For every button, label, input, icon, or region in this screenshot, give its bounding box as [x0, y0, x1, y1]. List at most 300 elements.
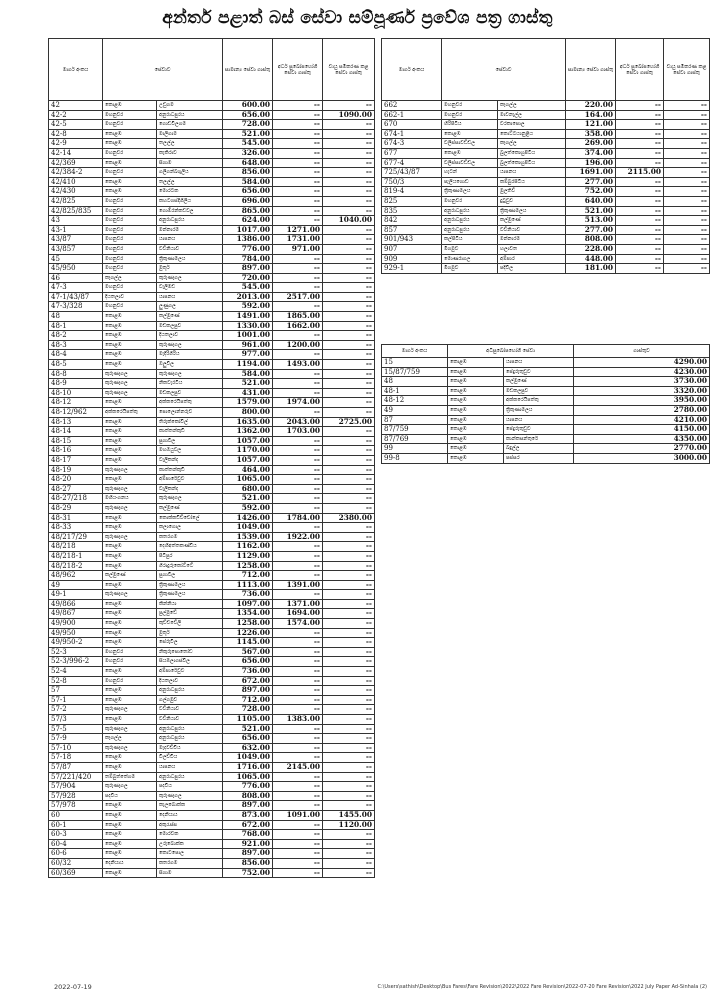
- destination-cell: කල්මුණේ: [157, 312, 223, 322]
- normal-fare-cell: 181.00: [566, 264, 616, 274]
- normal-fare-cell: 1162.00: [223, 542, 273, 552]
- origin-cell: මීගමුව: [442, 244, 498, 254]
- table-row: [382, 358, 710, 368]
- destination-cell: ගිරාදුරුකෝට්ටේ: [157, 561, 223, 571]
- semi-luxury-fare-header: අර්ධ සුඛෝපභෝගී සේවා ගාස්තු: [273, 39, 323, 101]
- normal-fare-cell: 728.00: [223, 120, 273, 130]
- semi-luxury-fare-cell: --: [273, 129, 323, 139]
- ac-fare-cell: --: [664, 225, 710, 235]
- normal-fare-cell: 584.00: [223, 177, 273, 187]
- destination-cell: විලච්චිය: [157, 753, 223, 763]
- table-row: [49, 148, 375, 158]
- table-row: [49, 340, 375, 350]
- origin-cell: දියතලාව: [103, 292, 157, 302]
- table-row: [49, 369, 375, 379]
- table-row: [49, 628, 375, 638]
- ac-fare-cell: --: [664, 206, 710, 216]
- ac-fare-cell: 2725.00: [323, 417, 375, 427]
- destination-cell: බුලත්කොහුපිටිය: [498, 158, 566, 168]
- destination-cell: අනුරාධපුරය: [157, 734, 223, 744]
- route-number-cell: 48-10: [49, 388, 103, 398]
- ac-fare-cell: --: [323, 503, 375, 513]
- route-number-cell: 901/943: [382, 235, 442, 245]
- route-number-cell: 49: [382, 405, 448, 415]
- normal-fare-cell: 1065.00: [223, 475, 273, 485]
- table-row: [49, 858, 375, 868]
- destination-cell: කැකිරාව: [157, 148, 223, 158]
- origin-cell: කුරුණෑගල: [103, 705, 157, 715]
- table-row: [49, 254, 375, 264]
- table-row: [49, 532, 375, 542]
- route-number-cell: 99: [382, 444, 448, 454]
- origin-cell: මහනුවර: [103, 196, 157, 206]
- table-row: [49, 350, 375, 360]
- table-header-row: [382, 39, 710, 101]
- origin-cell: මීගමුව: [442, 264, 498, 274]
- destination-cell: මඩකලපුව: [157, 321, 223, 331]
- origin-cell: කොළඹ: [103, 350, 157, 360]
- semi-luxury-fare-cell: --: [273, 139, 323, 149]
- route-number-cell: 48-8: [49, 369, 103, 379]
- fare-cell: 4230.00: [574, 367, 710, 377]
- normal-fare-cell: 784.00: [223, 254, 273, 264]
- destination-cell: දියතලාව: [157, 676, 223, 686]
- table-row: [382, 139, 710, 149]
- origin-cell: කොළඹ: [103, 331, 157, 341]
- semi-luxury-fare-cell: --: [273, 158, 323, 168]
- table-row: [49, 647, 375, 657]
- route-number-cell: 52-8: [49, 676, 103, 686]
- table-row: [49, 868, 375, 878]
- ac-fare-cell: --: [323, 331, 375, 341]
- table-row: [49, 446, 375, 456]
- semi-luxury-fare-cell: --: [273, 177, 323, 187]
- route-number-cell: 48-12: [49, 398, 103, 408]
- destination-cell: ගොඩවිලගම: [157, 120, 223, 130]
- ac-fare-cell: --: [664, 235, 710, 245]
- normal-fare-cell: 1170.00: [223, 446, 273, 456]
- ac-fare-cell: --: [664, 158, 710, 168]
- table-row: [49, 590, 375, 600]
- route-number-cell: 48-1: [382, 386, 448, 396]
- normal-fare-cell: 1129.00: [223, 551, 273, 561]
- route-number-cell: 60/32: [49, 858, 103, 868]
- route-number-cell: 48-13: [49, 417, 103, 427]
- semi-luxury-fare-cell: --: [273, 369, 323, 379]
- destination-cell: මන්නාරම: [157, 225, 223, 235]
- semi-luxury-fare-cell: --: [273, 695, 323, 705]
- normal-fare-cell: 648.00: [223, 158, 273, 168]
- origin-cell: කෑගල්ල: [103, 734, 157, 744]
- destination-cell: කොටපොල: [157, 849, 223, 859]
- table-row: [382, 158, 710, 168]
- semi-luxury-fare-cell: --: [616, 216, 664, 226]
- route-number-cell: 57-18: [49, 753, 103, 763]
- normal-fare-cell: 1065.00: [223, 772, 273, 782]
- table-row: [49, 619, 375, 629]
- semi-luxury-fare-cell: --: [273, 110, 323, 120]
- fare-cell: 2780.00: [574, 405, 710, 415]
- origin-cell: කොළඹ: [448, 453, 504, 463]
- normal-fare-cell: 228.00: [566, 244, 616, 254]
- fare-cell: 4290.00: [574, 358, 710, 368]
- normal-fare-cell: 656.00: [223, 110, 273, 120]
- origin-cell: කුරුණෑගල: [103, 465, 157, 475]
- semi-luxury-fare-cell: --: [273, 350, 323, 360]
- table-row: [382, 148, 710, 158]
- destination-cell: දුටුවුව: [498, 196, 566, 206]
- normal-fare-cell: 521.00: [223, 724, 273, 734]
- destination-cell: ගොම්රන්කඩවල: [157, 206, 223, 216]
- destination-cell: මන්නාරම: [498, 235, 566, 245]
- route-number-cell: 87/769: [382, 434, 448, 444]
- table-row: [49, 273, 375, 283]
- ac-fare-cell: --: [323, 340, 375, 350]
- semi-luxury-fare-cell: 1391.00: [273, 580, 323, 590]
- ac-fare-cell: --: [323, 561, 375, 571]
- ac-fare-cell: --: [664, 254, 710, 264]
- semi-luxury-fare-cell: --: [273, 475, 323, 485]
- ac-fare-cell: --: [323, 465, 375, 475]
- semi-luxury-fare-cell: --: [273, 196, 323, 206]
- semi-luxury-fare-cell: --: [273, 657, 323, 667]
- table-row: [49, 695, 375, 705]
- normal-fare-cell: 728.00: [223, 705, 273, 715]
- route-number-cell: 662: [382, 101, 442, 111]
- ac-fare-cell: --: [664, 110, 710, 120]
- table-row: [49, 782, 375, 792]
- route-number-cell: 57-2: [49, 705, 103, 715]
- route-number-cell: 670: [382, 120, 442, 130]
- route-number-cell: 48/962: [49, 571, 103, 581]
- origin-cell: කොළඹ: [103, 475, 157, 485]
- destination-cell: කුරුණෑගල: [157, 340, 223, 350]
- origin-cell: මහනුවර: [442, 110, 498, 120]
- ac-fare-cell: --: [323, 791, 375, 801]
- normal-fare-cell: 1258.00: [223, 619, 273, 629]
- destination-cell: කුරුණෑගල: [157, 791, 223, 801]
- normal-fare-cell: 1057.00: [223, 455, 273, 465]
- ac-fare-cell: --: [323, 484, 375, 494]
- destination-cell: අක්කරෙයිපත්තු: [157, 398, 223, 408]
- normal-fare-cell: 1539.00: [223, 532, 273, 542]
- semi-luxury-fare-cell: 1493.00: [273, 360, 323, 370]
- ac-fare-header: වායු සමීකරණ කළ සේවා ගාස්තු: [664, 39, 710, 101]
- route-number-cell: 47-3/328: [49, 302, 103, 312]
- semi-luxury-fare-cell: --: [616, 158, 664, 168]
- destination-cell: උඩුගම: [157, 101, 223, 111]
- route-number-cell: 825: [382, 196, 442, 206]
- normal-fare-cell: 326.00: [223, 148, 273, 158]
- route-number-cell: 48-12: [382, 396, 448, 406]
- ac-fare-cell: --: [323, 235, 375, 245]
- route-number-cell: 48-12/962: [49, 408, 103, 418]
- ac-fare-cell: --: [323, 455, 375, 465]
- route-number-cell: 48-20: [49, 475, 103, 485]
- ac-fare-cell: --: [323, 129, 375, 139]
- ac-fare-cell: 1040.00: [323, 216, 375, 226]
- table-row: [49, 503, 375, 513]
- super-luxury-fare-table: [381, 344, 710, 464]
- right-fare-table: [381, 38, 710, 274]
- origin-cell: මහනුවර: [103, 206, 157, 216]
- destination-cell: බදුල්ල: [504, 444, 574, 454]
- table-row: [49, 264, 375, 274]
- normal-fare-cell: 2013.00: [223, 292, 273, 302]
- table-row: [49, 599, 375, 609]
- origin-cell: කොළඹ: [103, 551, 157, 561]
- route-number-cell: 48-4: [49, 350, 103, 360]
- ac-fare-cell: --: [323, 206, 375, 216]
- semi-luxury-fare-cell: --: [616, 120, 664, 130]
- route-number-header: මාර්ග අංකය: [49, 39, 103, 101]
- normal-fare-cell: 856.00: [223, 168, 273, 178]
- normal-fare-cell: 374.00: [566, 148, 616, 158]
- normal-fare-cell: 1145.00: [223, 638, 273, 648]
- route-number-cell: 842: [382, 216, 442, 226]
- destination-cell: යාපනය: [504, 415, 574, 425]
- destination-cell: මුලතිව්: [498, 187, 566, 197]
- semi-luxury-fare-cell: --: [273, 283, 323, 293]
- semi-luxury-fare-cell: --: [273, 494, 323, 504]
- route-number-cell: 57/904: [49, 782, 103, 792]
- route-number-cell: 49/950-2: [49, 638, 103, 648]
- normal-fare-cell: 897.00: [223, 264, 273, 274]
- normal-fare-cell: 592.00: [223, 503, 273, 513]
- destination-cell: ත්‍රිකුණාමලය: [157, 254, 223, 264]
- normal-fare-cell: 592.00: [223, 302, 273, 312]
- ac-fare-cell: --: [323, 292, 375, 302]
- origin-cell: කොළඹ: [103, 667, 157, 677]
- ac-fare-cell: --: [323, 148, 375, 158]
- destination-cell: වැලිකන්ද: [157, 484, 223, 494]
- route-number-cell: 48-3: [49, 340, 103, 350]
- table-row: [382, 386, 710, 396]
- destination-cell: ඔලුවිල: [157, 360, 223, 370]
- destination-cell: පුල්මුඩේ: [157, 609, 223, 619]
- destination-cell: මහඔයුවල: [157, 446, 223, 456]
- footer-date: 2022-07-19: [54, 983, 92, 991]
- normal-fare-cell: 1386.00: [223, 235, 273, 245]
- ac-fare-cell: --: [323, 686, 375, 696]
- route-number-cell: 929-1: [382, 264, 442, 274]
- destination-cell: මාවනැල්ල: [498, 110, 566, 120]
- origin-cell: මහනුවර: [103, 254, 157, 264]
- origin-cell: කුරුණෑගල: [103, 388, 157, 398]
- table-row: [382, 177, 710, 187]
- origin-cell: කොළඹ: [103, 849, 157, 859]
- destination-cell: තලල්ල: [157, 177, 223, 187]
- destination-cell: අනුරාධපුරය: [157, 216, 223, 226]
- table-row: [382, 367, 710, 377]
- ac-fare-cell: --: [323, 312, 375, 322]
- origin-cell: මහනුවර: [103, 110, 157, 120]
- origin-cell: කොළඹ: [103, 321, 157, 331]
- destination-cell: පදිවිල: [498, 264, 566, 274]
- normal-fare-cell: 865.00: [223, 206, 273, 216]
- destination-cell: යාපනය: [504, 358, 574, 368]
- route-number-cell: 60-3: [49, 830, 103, 840]
- semi-luxury-fare-cell: 2115.00: [616, 168, 664, 178]
- origin-cell: කොළඹ: [442, 148, 498, 158]
- normal-fare-cell: 1001.00: [223, 331, 273, 341]
- semi-luxury-fare-cell: --: [616, 196, 664, 206]
- origin-cell: කොළඹ: [103, 436, 157, 446]
- ac-fare-cell: --: [323, 408, 375, 418]
- ac-fare-cell: --: [323, 849, 375, 859]
- route-number-cell: 48: [382, 377, 448, 387]
- destination-cell: පේදුරුතුඩුව: [504, 367, 574, 377]
- normal-fare-cell: 1113.00: [223, 580, 273, 590]
- normal-fare-cell: 808.00: [223, 791, 273, 801]
- semi-luxury-fare-cell: --: [273, 331, 323, 341]
- destination-cell: කින්නියා: [157, 599, 223, 609]
- origin-cell: කොළඹ: [448, 396, 504, 406]
- destination-cell: වව්නියාව: [157, 244, 223, 254]
- table-row: [382, 254, 710, 264]
- origin-cell: කොළඹ: [103, 455, 157, 465]
- ac-fare-cell: --: [323, 695, 375, 705]
- ac-fare-cell: --: [664, 264, 710, 274]
- origin-cell: මහනුවර: [103, 647, 157, 657]
- table-row: [49, 849, 375, 859]
- ac-fare-cell: --: [323, 782, 375, 792]
- page-title: අන්තර් පළාත් බස් සේවා සම්පූර්ණ ප්‍රවේශ පත්‍ර ගාස්තු: [162, 8, 553, 28]
- ac-fare-cell: --: [323, 532, 375, 542]
- route-number-cell: 42-9: [49, 139, 103, 149]
- origin-cell: කොළඹ: [103, 801, 157, 811]
- normal-fare-cell: 961.00: [223, 340, 273, 350]
- ac-fare-cell: --: [323, 868, 375, 878]
- fare-cell: 3320.00: [574, 386, 710, 396]
- table-row: [382, 206, 710, 216]
- ac-fare-cell: 1090.00: [323, 110, 375, 120]
- ac-fare-cell: --: [323, 196, 375, 206]
- ac-fare-cell: --: [323, 599, 375, 609]
- origin-cell: මහනුවර: [103, 120, 157, 130]
- ac-fare-cell: --: [664, 187, 710, 197]
- origin-cell: කොළඹ: [103, 686, 157, 696]
- table-row: [49, 657, 375, 667]
- table-row: [382, 168, 710, 178]
- semi-luxury-fare-cell: --: [616, 148, 664, 158]
- ac-fare-cell: --: [323, 619, 375, 629]
- semi-luxury-fare-cell: 1974.00: [273, 398, 323, 408]
- semi-luxury-fare-cell: 1383.00: [273, 715, 323, 725]
- ac-fare-cell: --: [323, 743, 375, 753]
- origin-cell: කොළඹ: [103, 523, 157, 533]
- table-row: [49, 187, 375, 197]
- normal-fare-cell: 1691.00: [566, 168, 616, 178]
- ac-fare-header: වායු සමීකරණ කළ සේවා ගාස්තු: [323, 39, 375, 101]
- normal-fare-cell: 277.00: [566, 225, 616, 235]
- normal-fare-cell: 1057.00: [223, 436, 273, 446]
- origin-cell: මහනුවර: [103, 676, 157, 686]
- semi-luxury-fare-cell: --: [273, 542, 323, 552]
- destination-cell: පිටිපුර: [157, 551, 223, 561]
- table-row: [49, 331, 375, 341]
- origin-cell: කොළඹ: [448, 386, 504, 396]
- route-number-cell: 45: [49, 254, 103, 264]
- origin-cell: කොළඹ: [103, 609, 157, 619]
- route-number-cell: 909: [382, 254, 442, 264]
- origin-cell: අනුරාධපුරය: [442, 206, 498, 216]
- normal-fare-cell: 977.00: [223, 350, 273, 360]
- route-number-cell: 57/3: [49, 715, 103, 725]
- table-row: [382, 235, 710, 245]
- route-number-cell: 57-5: [49, 724, 103, 734]
- origin-cell: කොළඹ: [103, 619, 157, 629]
- normal-fare-cell: 1354.00: [223, 609, 273, 619]
- table-row: [49, 820, 375, 830]
- destination-cell: මැදිරිගිරිය: [157, 350, 223, 360]
- table-row: [49, 168, 375, 178]
- semi-luxury-fare-cell: 1865.00: [273, 312, 323, 322]
- table-row: [382, 244, 710, 254]
- table-row: [382, 396, 710, 406]
- ac-fare-cell: --: [323, 734, 375, 744]
- route-number-cell: 52-3: [49, 647, 103, 657]
- route-number-cell: 49-1: [49, 590, 103, 600]
- origin-cell: මහනුවර: [442, 196, 498, 206]
- origin-cell: කුරුණෑගල: [103, 369, 157, 379]
- service-header: සේවාව: [103, 39, 223, 101]
- destination-cell: අම්පාර: [498, 254, 566, 264]
- table-row: [49, 791, 375, 801]
- table-row: [49, 667, 375, 677]
- route-number-cell: 48-33: [49, 523, 103, 533]
- route-number-cell: 87: [382, 415, 448, 425]
- route-number-cell: 907: [382, 244, 442, 254]
- destination-cell: ත්‍රිකුණාමලය: [157, 590, 223, 600]
- destination-cell: කම්බුරපිටිය: [498, 177, 566, 187]
- origin-cell: හැටන්: [442, 168, 498, 178]
- destination-cell: අකුරැස්ස: [157, 820, 223, 830]
- origin-cell: පදවිය: [103, 791, 157, 801]
- origin-cell: කොළඹ: [448, 434, 504, 444]
- route-number-cell: 15: [382, 358, 448, 368]
- semi-luxury-fare-cell: --: [273, 571, 323, 581]
- ac-fare-cell: --: [664, 216, 710, 226]
- semi-luxury-fare-cell: --: [273, 667, 323, 677]
- ac-fare-cell: --: [323, 101, 375, 111]
- semi-luxury-fare-cell: --: [273, 254, 323, 264]
- ac-fare-cell: --: [664, 244, 710, 254]
- fare-cell: 4350.00: [574, 434, 710, 444]
- semi-luxury-fare-cell: --: [616, 177, 664, 187]
- ac-fare-cell: --: [323, 187, 375, 197]
- normal-fare-cell: 897.00: [223, 849, 273, 859]
- semi-luxury-fare-cell: 2517.00: [273, 292, 323, 302]
- destination-cell: මොරටක: [157, 187, 223, 197]
- semi-luxury-fare-cell: 1271.00: [273, 225, 323, 235]
- destination-cell: කොක්කඩිච්චෝලේ: [157, 513, 223, 523]
- destination-cell: දෙනියාය: [157, 810, 223, 820]
- normal-fare-cell: 808.00: [566, 235, 616, 245]
- semi-luxury-fare-cell: --: [273, 791, 323, 801]
- ac-fare-cell: --: [323, 753, 375, 763]
- origin-cell: කොළඹ: [103, 513, 157, 523]
- normal-fare-cell: 752.00: [223, 868, 273, 878]
- normal-fare-cell: 521.00: [223, 494, 273, 504]
- destination-cell: කෑගල්ල: [498, 101, 566, 111]
- service-header: සේවාව: [442, 39, 566, 101]
- table-row: [382, 120, 710, 130]
- semi-luxury-fare-cell: --: [273, 820, 323, 830]
- table-row: [49, 283, 375, 293]
- semi-luxury-fare-cell: 971.00: [273, 244, 323, 254]
- table-row: [49, 427, 375, 437]
